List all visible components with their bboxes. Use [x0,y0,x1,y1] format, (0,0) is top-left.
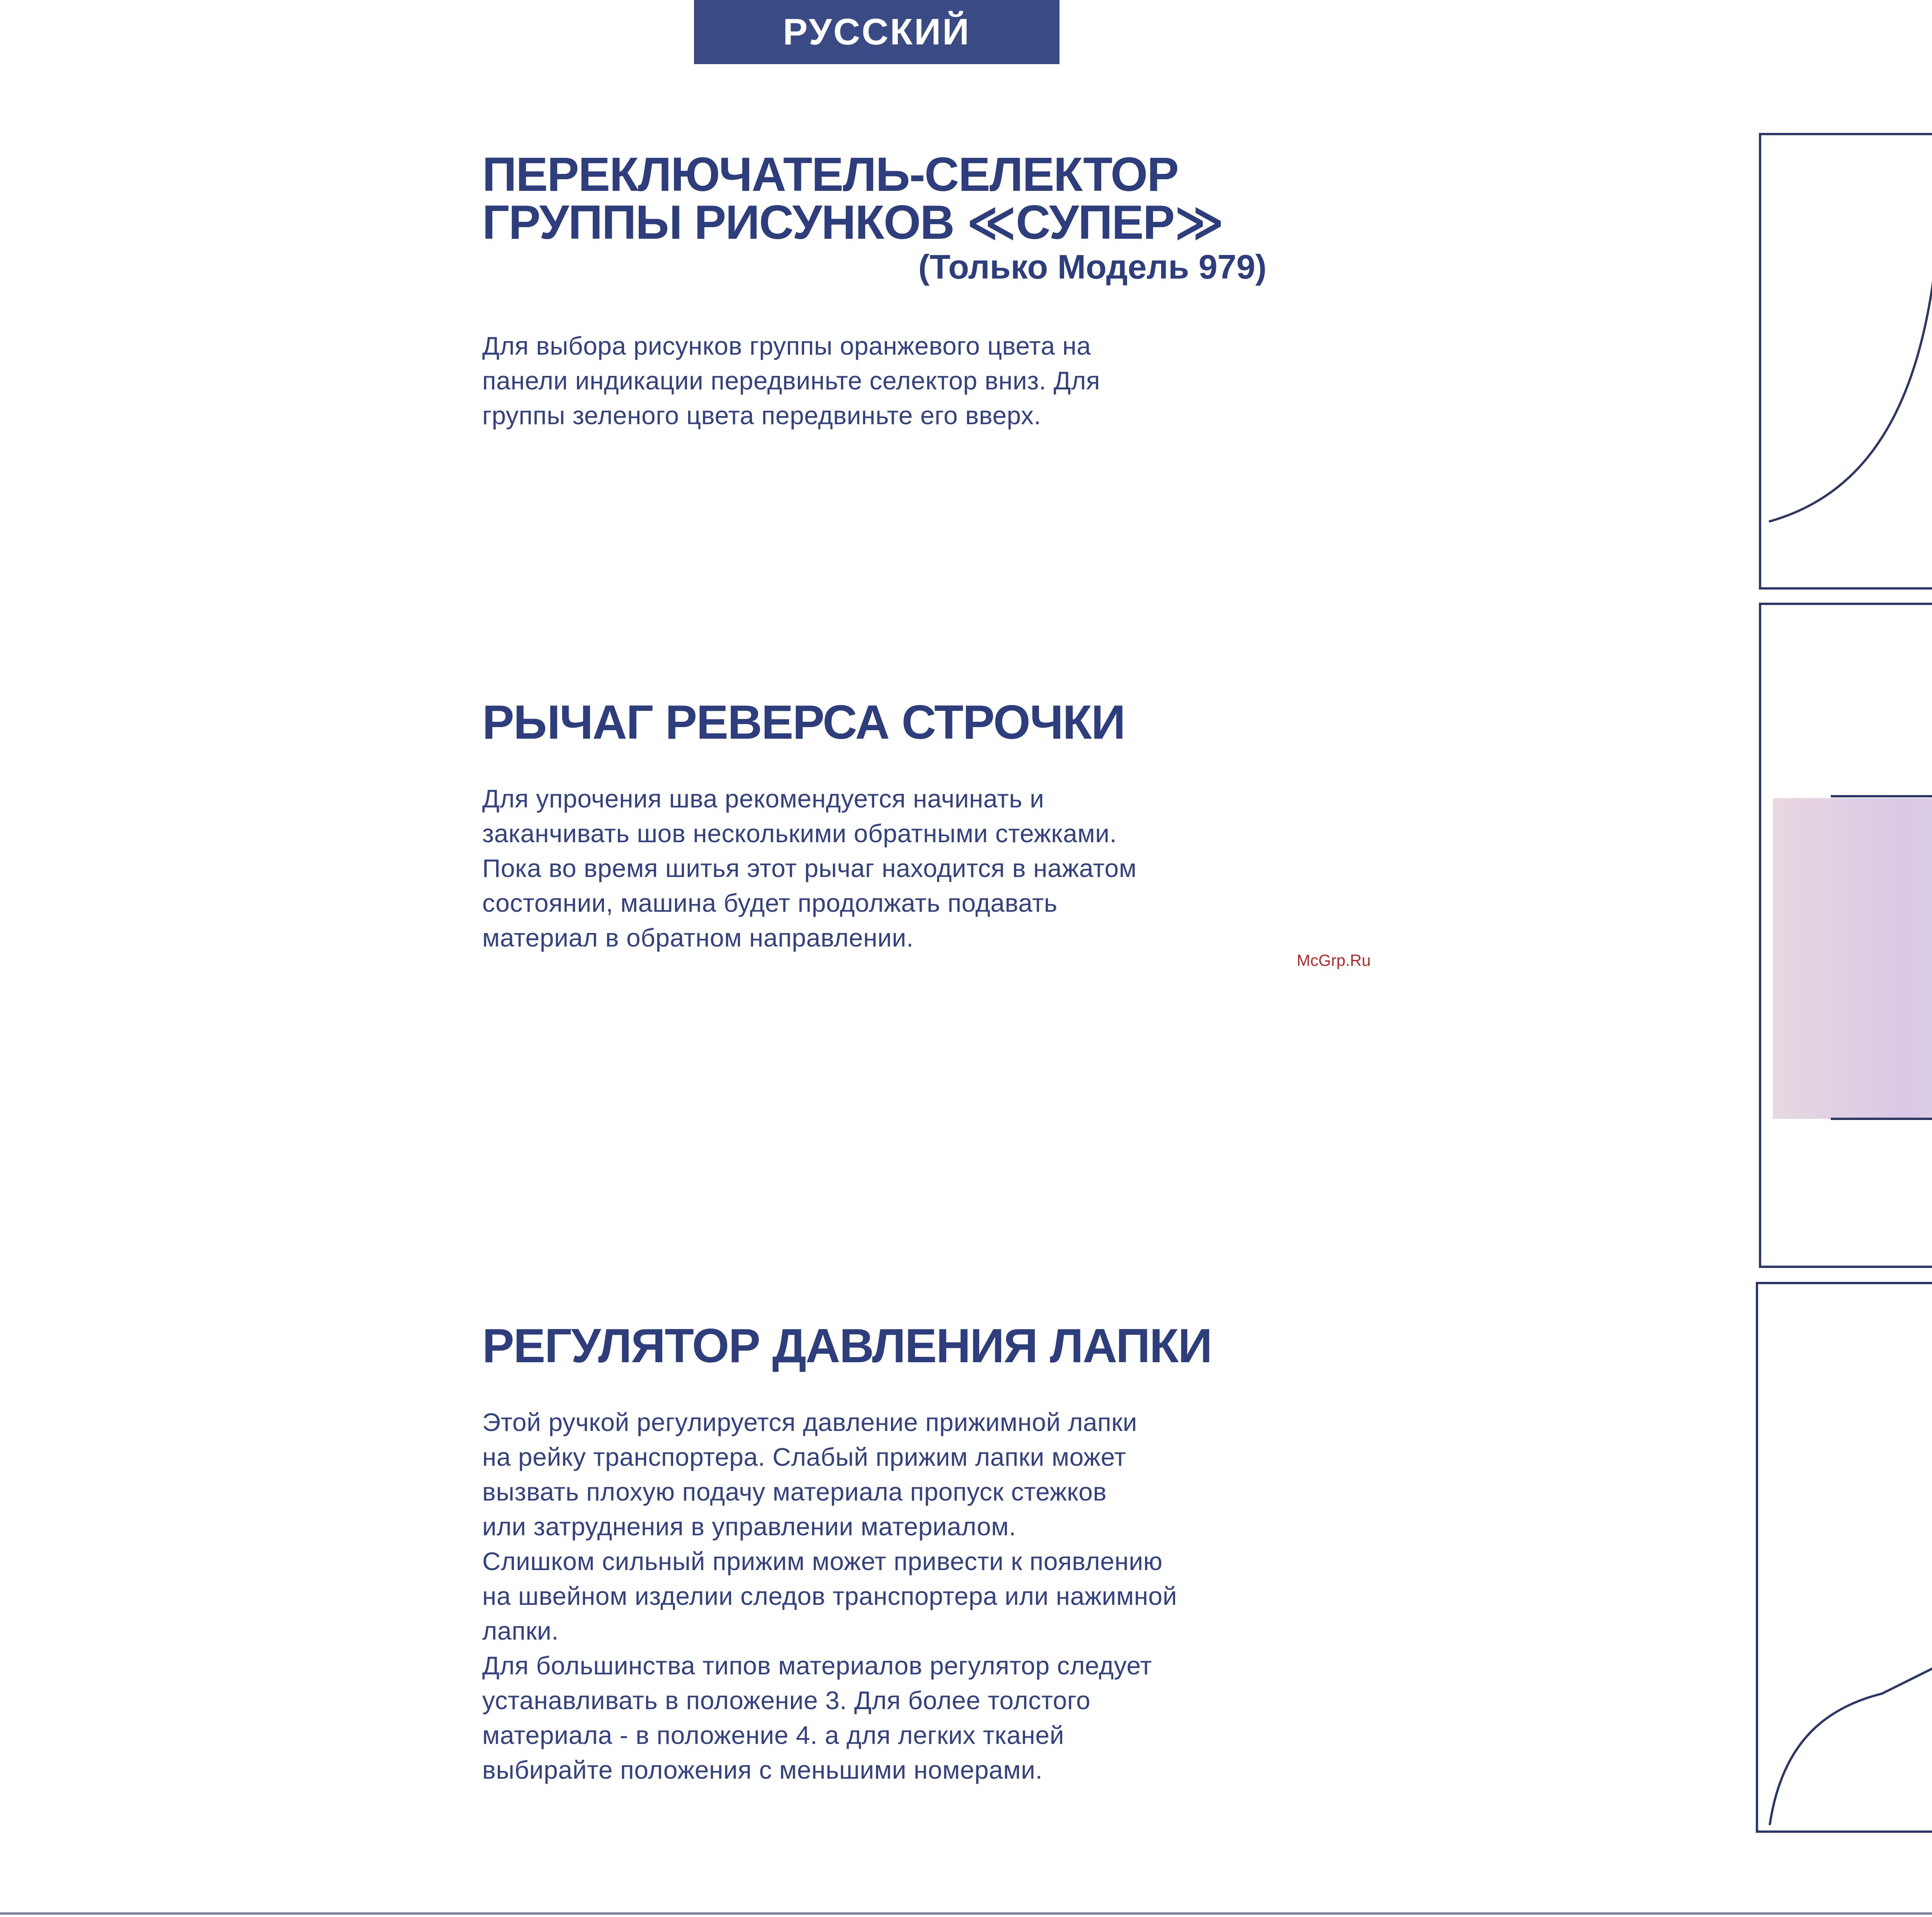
watermark: McGrp.Ru [1297,951,1371,969]
reverse-lever-illustration [1761,605,1932,1266]
section-title-reverse: РЫЧАГ РЕВЕРСА СТРОЧКИ [482,696,1125,749]
section-body-selector: Для выбора рисунков группы оранжевого цвета на панели индикации передвиньте селектор вниз. Для группы зеленого цвета передвиньте его вверх. [482,331,1100,430]
section-body-pressure: Этой ручкой регулируется давление прижимной лапки на рейку транспортера. Слабый прижим лапки может вызвать плохую подачу материала пропуск стежков или затруднения в управлении материалом. Слишком сильный прижим может привести к появлению на швейном изделии следов транспортера или нажимной лапки. Для большинства типов материалов регулятор следует устанавливать в положение 3. Для более толстого материала - в положение 4. а для легких тканей выбирайте положения с меньшими номерами. [482,1408,1177,1784]
section-subtitle-model: (Только Модель 979) [918,248,1267,286]
section-body-reverse: Для упрочения шва рекомендуется начинать и заканчивать шов несколькими обратными стежками. Пока во время шитья этот рычаг находится в нажатом состоянии, машина будет продолжать подавать материал в обратном направлении. [482,784,1137,952]
section-title-pressure: РЕГУЛЯТОР ДАВЛЕНИЯ ЛАПКИ [482,1319,1212,1373]
pressure-dial-illustration [1758,1284,1932,1830]
selector-switch-illustration [1761,135,1932,587]
bottom-rule [0,1912,1932,1915]
section-title-selector: ПЕРЕКЛЮЧАТЕЛЬ-СЕЛЕКТОР ГРУППЫ РИСУНКОВ ≪СУПЕР≫ [482,148,1224,249]
figure-reverse-lever [1759,603,1932,1268]
language-badge: РУССКИЙ [694,0,1060,64]
figure-pressure-dial [1756,1282,1932,1833]
figure-selector-switch [1759,133,1932,590]
